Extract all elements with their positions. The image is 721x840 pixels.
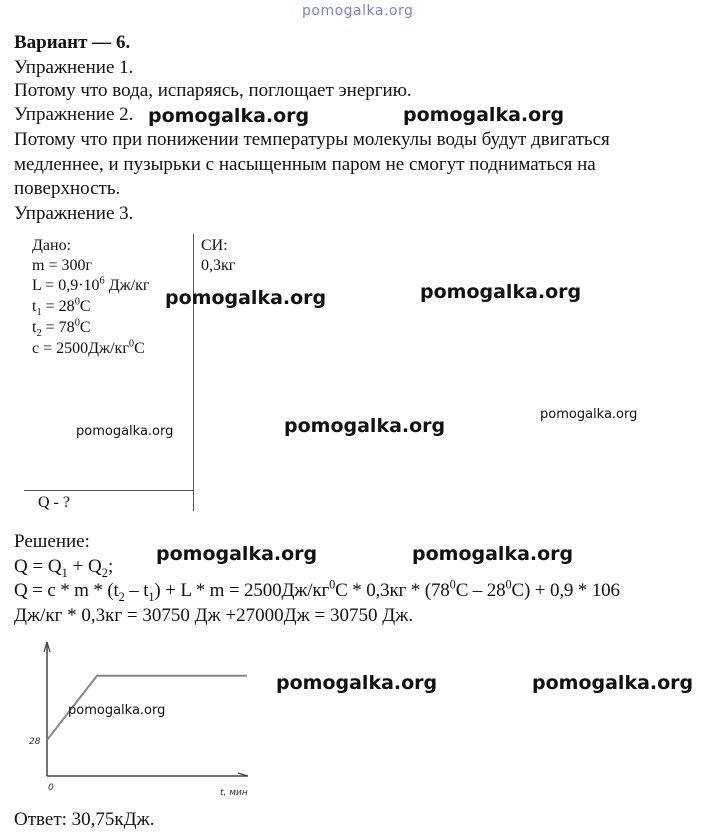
watermark-7[interactable]: pomogalka.org — [540, 407, 638, 422]
exercise-2-line-1: Потому что при понижении температуры молекулы воды будут двигаться — [14, 129, 610, 150]
exercise-1-answer: Потому что вода, испаряясь, поглощает энергию. — [14, 80, 412, 101]
watermark-1[interactable]: pomogalka.org — [148, 105, 310, 127]
x-axis-label: t, мин — [220, 788, 248, 798]
watermark-8[interactable]: pomogalka.org — [156, 543, 318, 565]
given-horizontal-divider — [24, 490, 194, 491]
solution-line-3: Дж/кг * 0,3кг = 30750 Дж +27000Дж = 30750 Дж. — [14, 605, 414, 626]
watermark-3[interactable]: pomogalka.org — [165, 287, 327, 309]
variant-heading: Вариант — 6. — [14, 32, 131, 53]
given-t2: $t_2 = 78^0C$ — [32, 317, 91, 340]
final-answer: Ответ: 30,75кДж. — [14, 809, 155, 830]
origin-label: 0 — [48, 783, 54, 793]
exercise-3-title: Упражнение 3. — [14, 203, 134, 224]
si-label: СИ: — [201, 237, 228, 254]
y-tick-label-28: 28 — [29, 737, 41, 747]
solution-line-2: $Q = c * m * (t_2 - t_1) + L * m = 2500Дж/кг^0C * 0,3кг * (78^0C - 28^0C) + 0,9 * 106$ — [14, 577, 620, 604]
given-specific-heat: $c = 2500Дж/кг^0C$ — [32, 338, 145, 357]
exercise-2-title: Упражнение 2. — [14, 104, 134, 125]
watermark-6[interactable]: pomogalka.org — [284, 415, 446, 437]
exercise-2-line-3: поверхность. — [14, 178, 121, 199]
exercise-1-title: Упражнение 1. — [14, 57, 134, 78]
solution-label: Решение: — [14, 531, 90, 552]
watermark-10[interactable]: pomogalka.org — [276, 672, 438, 694]
si-mass: 0,3кг — [201, 257, 236, 274]
solution-line-1: $Q = Q_1 + Q_2$; — [14, 556, 114, 580]
given-vertical-divider — [193, 234, 194, 511]
given-t1: $t_1 = 28^0C$ — [32, 296, 91, 319]
given-label: Дано: — [32, 237, 72, 254]
top-watermark[interactable]: pomogalka.org — [302, 3, 414, 19]
watermark-12[interactable]: pomogalka.org — [68, 703, 166, 718]
watermark-4[interactable]: pomogalka.org — [420, 281, 582, 303]
watermark-5[interactable]: pomogalka.org — [76, 424, 174, 439]
find-quantity: Q - ? — [38, 494, 70, 511]
given-heat-of-vaporization: $L = 0,9\cdot 10^6$ Дж/кг — [32, 275, 150, 294]
watermark-2[interactable]: pomogalka.org — [403, 104, 565, 126]
exercise-2-line-2: медленнее, и пузырьки с насыщенным паром не смогут подниматься на — [14, 154, 596, 175]
watermark-11[interactable]: pomogalka.org — [532, 672, 694, 694]
given-mass: m = 300г — [32, 257, 93, 274]
watermark-9[interactable]: pomogalka.org — [412, 543, 574, 565]
